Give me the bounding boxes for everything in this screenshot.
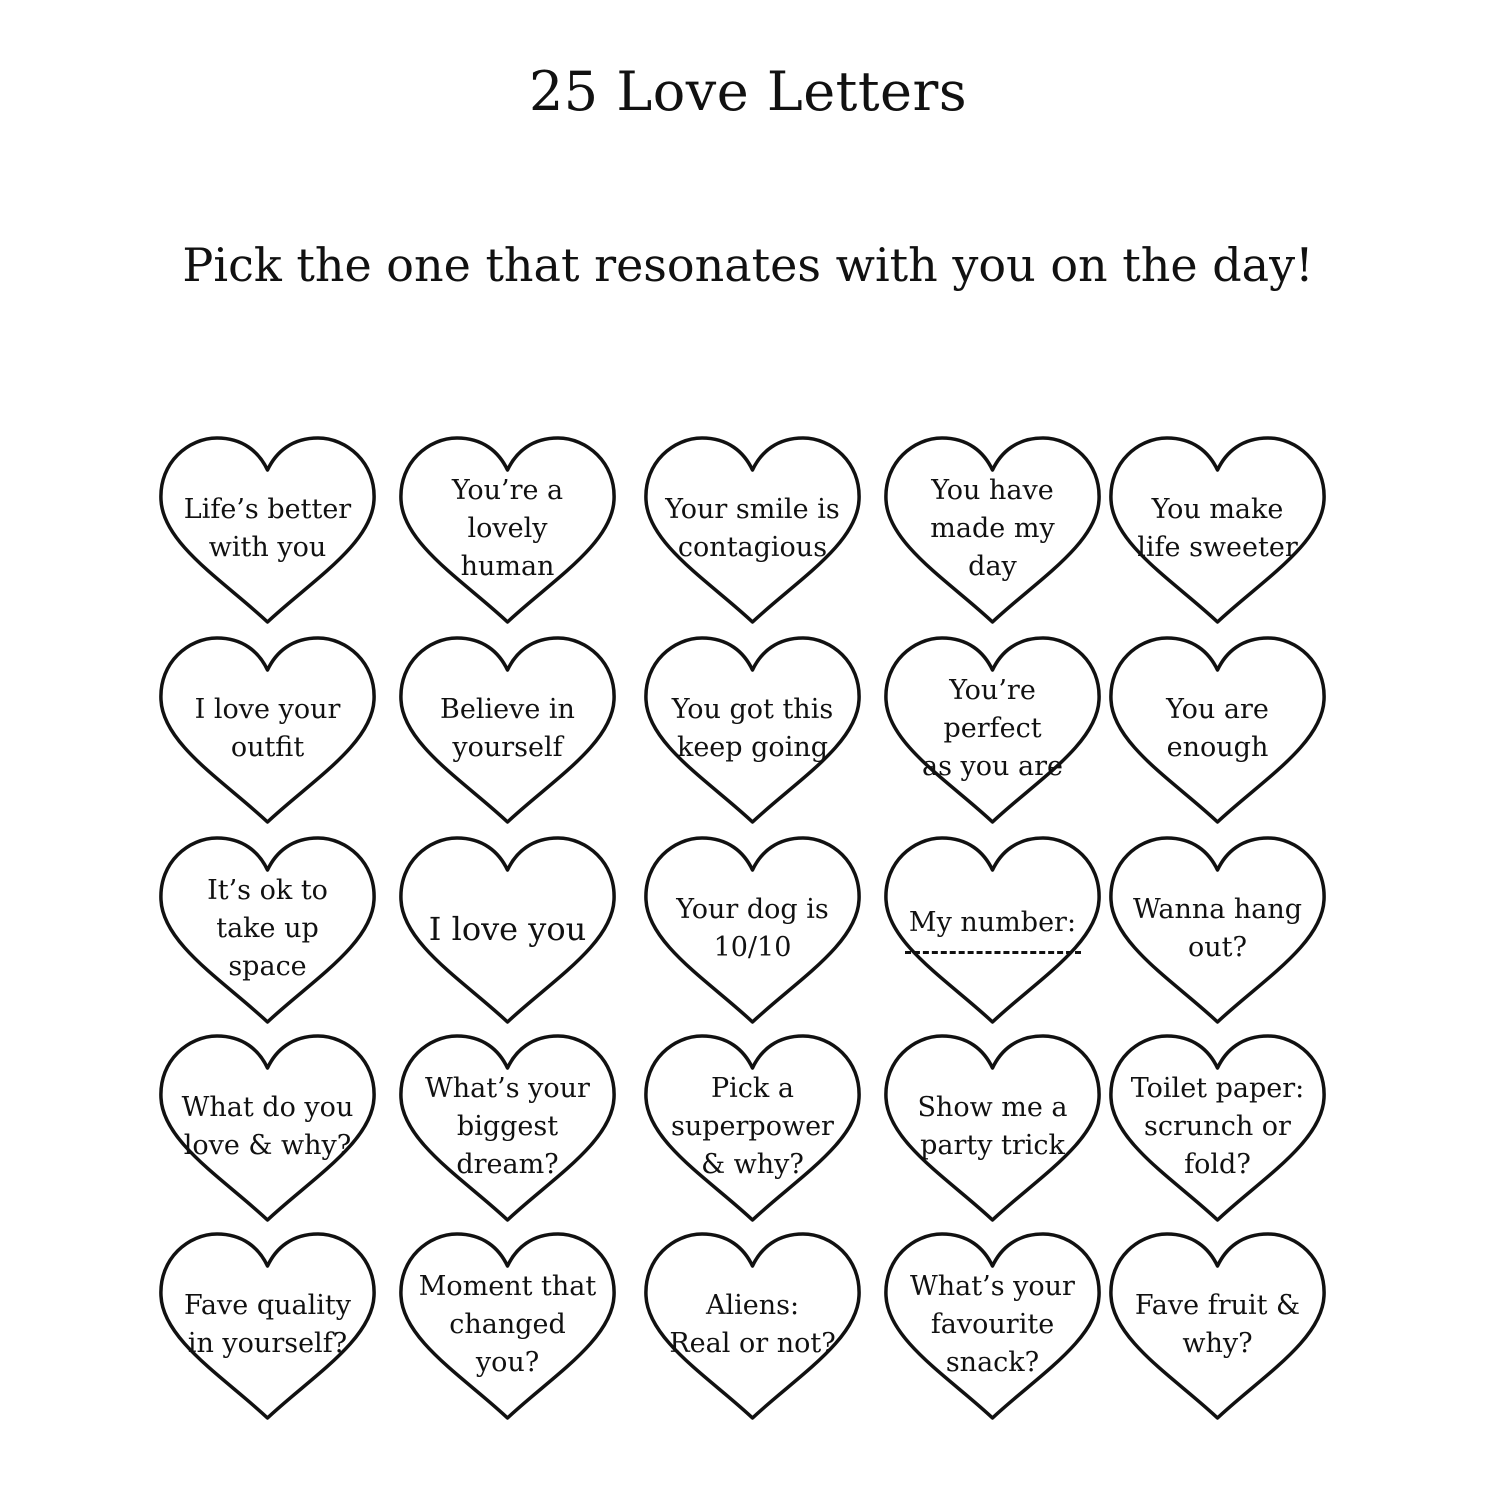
- heart-card: [640, 832, 865, 1032]
- heart-message: What’s your biggest dream?: [425, 1073, 590, 1180]
- heart-card: [155, 632, 380, 832]
- write-in-blank-line: [905, 951, 1081, 954]
- heart-message: You have made my day: [930, 475, 1055, 582]
- heart-message: You are enough: [1166, 694, 1269, 763]
- heart-message: Show me a party trick: [917, 1092, 1068, 1161]
- heart-card: [1105, 1030, 1330, 1230]
- heart-message: I love you: [428, 909, 587, 948]
- heart-card: [1105, 432, 1330, 632]
- heart-message: You’re perfect as you are: [922, 675, 1063, 782]
- heart-card: [880, 632, 1105, 832]
- heart-message: Pick a superpower & why?: [671, 1073, 834, 1180]
- heart-message: Believe in yourself: [440, 694, 575, 763]
- heart-card: [1105, 1228, 1330, 1428]
- heart-card: [640, 1228, 865, 1428]
- heart-card: [1105, 632, 1330, 832]
- heart-message: Fave quality in yourself?: [184, 1290, 351, 1359]
- heart-grid: [155, 432, 1330, 1432]
- heart-message: What do you love & why?: [181, 1092, 354, 1161]
- heart-message: Life’s better with you: [183, 494, 352, 563]
- heart-message: Aliens: Real or not?: [669, 1290, 836, 1359]
- heart-card: [880, 1030, 1105, 1230]
- heart-message: What’s your favourite snack?: [910, 1271, 1075, 1378]
- heart-message: Fave fruit & why?: [1134, 1290, 1301, 1359]
- heart-message: Wanna hang out?: [1132, 894, 1303, 963]
- heart-card: [395, 1030, 620, 1230]
- heart-card: [640, 432, 865, 632]
- heart-message: Your smile is contagious: [665, 494, 840, 563]
- heart-message: You got this keep going: [671, 694, 834, 763]
- heart-card: [880, 1228, 1105, 1428]
- heart-card: [395, 432, 620, 632]
- heart-card: [155, 1030, 380, 1230]
- heart-card: [640, 632, 865, 832]
- page-title: 25 Love Letters: [528, 60, 968, 123]
- heart-message: It’s ok to take up space: [207, 875, 328, 982]
- page-subtitle: Pick the one that resonates with you on the day!: [182, 238, 1314, 292]
- heart-card: [155, 1228, 380, 1428]
- heart-card: [880, 432, 1105, 632]
- heart-message: You’re a lovely human: [451, 475, 564, 582]
- heart-message: Toilet paper: scrunch or fold?: [1130, 1073, 1305, 1180]
- heart-card: [395, 1228, 620, 1428]
- heart-message: I love your outfit: [194, 694, 341, 763]
- heart-card: [1105, 832, 1330, 1032]
- heart-card: [395, 832, 620, 1032]
- heart-card: [640, 1030, 865, 1230]
- heart-message: My number:: [908, 906, 1077, 938]
- heart-message-with-blank: [898, 870, 1087, 988]
- heart-card: [395, 632, 620, 832]
- heart-message: You make life sweeter: [1137, 494, 1298, 563]
- heart-message: Your dog is 10/10: [676, 894, 829, 963]
- heart-card: [155, 832, 380, 1032]
- heart-message: Moment that changed you?: [418, 1271, 597, 1378]
- heart-card: [880, 832, 1105, 1032]
- heart-card: [155, 432, 380, 632]
